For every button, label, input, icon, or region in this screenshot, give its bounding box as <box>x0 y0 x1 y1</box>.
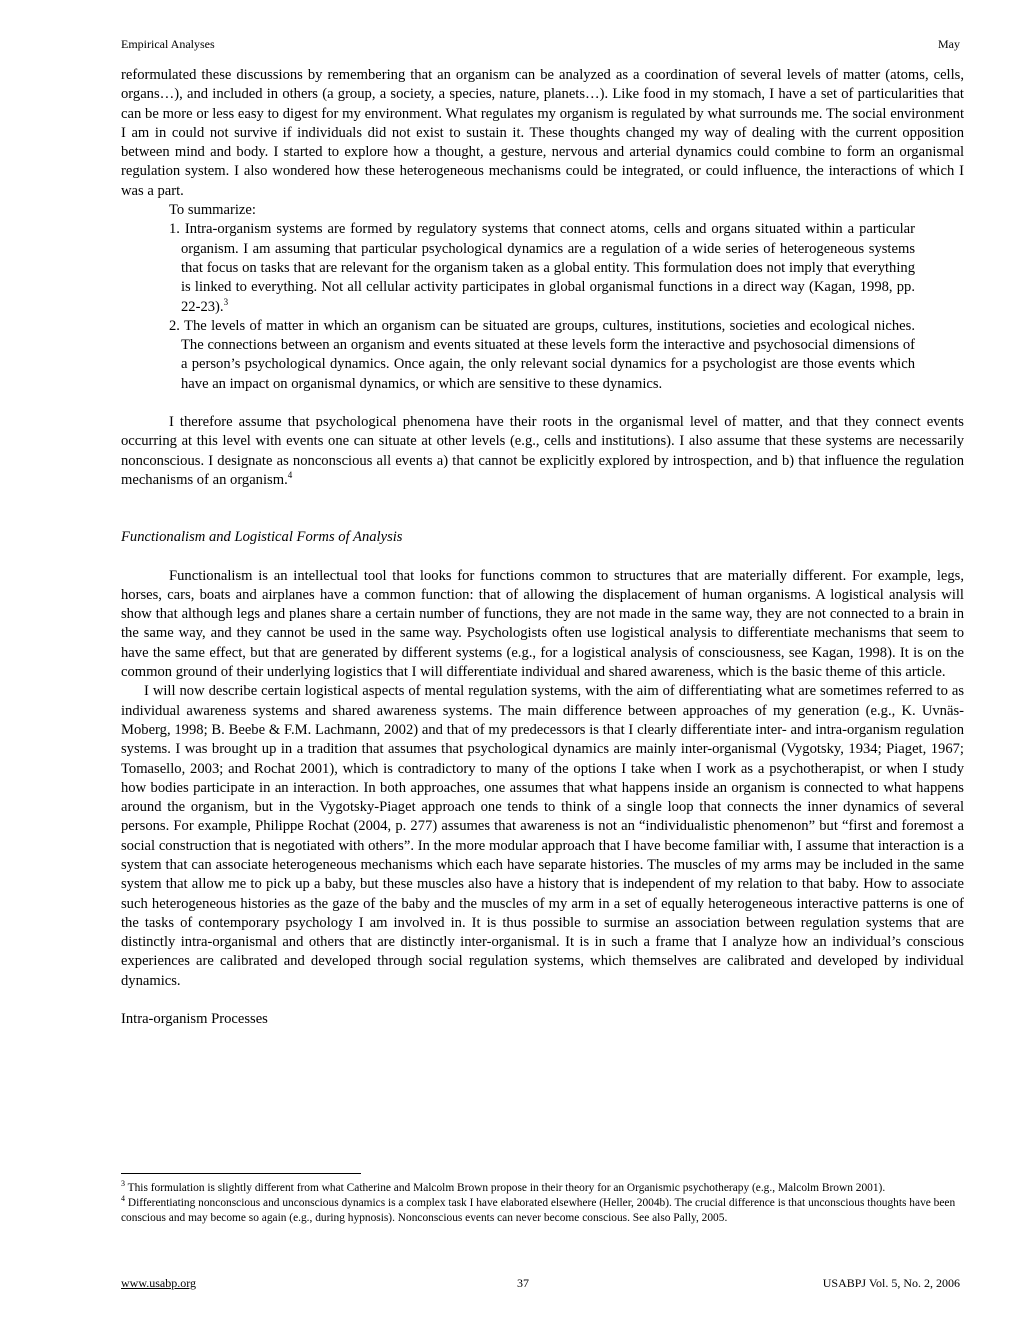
paragraph: reformulated these discussions by remembering that an organism can be analyzed as a coordination of several levels of matter (atoms, cells, organs…), and included in others (a group, a society, a species, nature, planets…). Like food in my stomach, I have a set of particularities that can be more or less easy to digest for my environment. What regulates my organism is regulated by what surrounds me. The social environment I am in could not survive if individuals did not exist to sustain it. These thoughts changed my way of dealing with the current opposition between mind and body. I started to explore how a thought, a gesture, nervous and arterial dynamics could combine to form an organismal regulation system. I also wondered how these heterogeneous mechanisms could be integrated, or could influence, the interactions of which I was a part. <box>121 67 964 199</box>
section-heading: Functionalism and Logistical Forms of Analysis <box>121 529 403 546</box>
journal-citation: USABPJ Vol. 5, No. 2, 2006 <box>822 1276 960 1290</box>
header-right: May <box>938 37 960 51</box>
page-number: 37 <box>517 1276 529 1290</box>
list-item: 2. The levels of matter in which an organism can be situated are groups, cultures, institutions, societies and ecological niches. The connections between an organism and events situated at these levels form the interactive and psychosocial dimensions of a person’s psychological dynamics. Once again, the only relevant social dynamics for a psychologist are those events which have an impact on organismal dynamics, or which are sensitive to these dynamics. <box>169 317 915 392</box>
section-heading: Intra-organism Processes <box>121 1011 268 1028</box>
paragraph: Functionalism is an intellectual tool that looks for functions common to structures that are materially different. For example, legs, horses, cars, boats and airplanes have a common function: that of allowing the displacement of human organisms. A logistical analysis will show that although legs and planes share a certain number of functions, they are not made in the same way, they are not connected to a brain in the same way, and they cannot be used in the same way. Psychologists often use logistical analysis to differentiate mechanisms that seem to have the same effect, but that are generated by different systems (e.g., for a logistical analysis of consciousness, see Kagan, 1998). It is on the common ground of their underlying logistics that I will differentiate individual and shared awareness, which is the basic theme of this article. <box>121 567 964 681</box>
header-left: Empirical Analyses <box>121 37 215 51</box>
list-item: 1. Intra-organism systems are formed by regulatory systems that connect atoms, cells and organs situated within a particular organism. I am assuming that particular psychological dynamics are a regulation of a wide series of heterogeneous systems that focus on tasks that are relevant for the organism taken as a global entity. This formulation does not imply that everything is linked to everything. Not all cellular activity participates in global organismal functions in a direct way (Kagan, 1998, pp. 22-23).$^3$ <box>169 221 915 315</box>
footnotes <box>121 1173 964 1227</box>
running-header <box>121 37 960 52</box>
summary-list <box>169 220 915 394</box>
footnote-ref[interactable]: 3 <box>223 296 229 307</box>
paragraph: I therefore assume that psychological phenomena have their roots in the organismal level of matter, and that they connect events occurring at this level with events one can situate at other levels (e.g., cells and institutions). I also assume that these systems are necessarily nonconscious. I designate as nonconscious all events a) that cannot be explicitly explored by introspection, and b) that influence the regulation mechanisms of an organism.$^4$ <box>121 414 964 488</box>
summary-heading: To summarize: <box>169 202 256 219</box>
footnote-ref[interactable]: 4 <box>287 470 293 481</box>
article-body <box>121 66 964 1029</box>
page-footer <box>121 1276 960 1291</box>
footnote: $^3$ This formulation is slightly different from what Catherine and Malcolm Brown propose in their theory for an Organismic psychotherapy (e.g., Malcolm Brown 2001). <box>121 1179 886 1194</box>
footnote-divider <box>121 1173 361 1174</box>
footnote: $^4$ Differentiating nonconscious and unconscious dynamics is a complex task I have elaborated elsewhere (Heller, 2004b). The crucial difference is that unconscious thoughts have been conscious and may become so again (e.g., during hypnosis). Nonconscious events can never become conscious. See also Pally, 2005. <box>121 1194 956 1225</box>
paragraph: I will now describe certain logistical aspects of mental regulation systems, with the aim of differentiating what are sometimes referred to as individual awareness systems and shared awareness systems. The main difference between approaches of my generation (e.g., K. Uvnäs-Moberg, 1998; B. Beebe & F.M. Lachmann, 2002) and that of my predecessors is that I clearly differentiate inter- and intra-organism regulation systems. I was brought up in a tradition that assumes that psychological dynamics are mainly inter-organismal (Vygotsky, 1934; Piaget, 1967; Tomasello, 2003; and Rochat 2001), which is contradictory to many of the options I take when I work as a psychotherapist, or when I study how bodies participate in an interaction. In both approaches, one assumes that what happens inside an organism is connected to what happens around the organism, but in the Vygotsky-Piaget approach one tends to think of a single loop that connects the inner dynamics of several persons. For example, Philippe Rochat (2004, p. 277) assumes that awareness is not an “individualistic phenomenon” but “first and foremost a social construction that is negotiated with others”. In the more modular approach that I have become familiar with, I assume that interaction is a system that can associate heterogeneous mechanisms which each have separate histories. The muscles of my arms may be included in the same system that allow me to pick up a baby, but these muscles also have a history that is independent of my relation to that baby. How to associate such heterogeneous histories as the gaze of the baby and the muscles of my arm in a set of equally heterogeneous interactive patterns is one of the tasks of contemporary psychology I am involved in. It is thus possible to surmise an association between regulation systems that are distinctly intra-organismal and others that are distinctly inter-organismal. It is in such a frame that I analyze how an individual’s conscious experiences are calibrated and developed through social regulation systems, which themselves are calibrated and developed by individual dynamics. <box>121 683 964 989</box>
website-link[interactable]: www.usabp.org <box>121 1276 196 1290</box>
